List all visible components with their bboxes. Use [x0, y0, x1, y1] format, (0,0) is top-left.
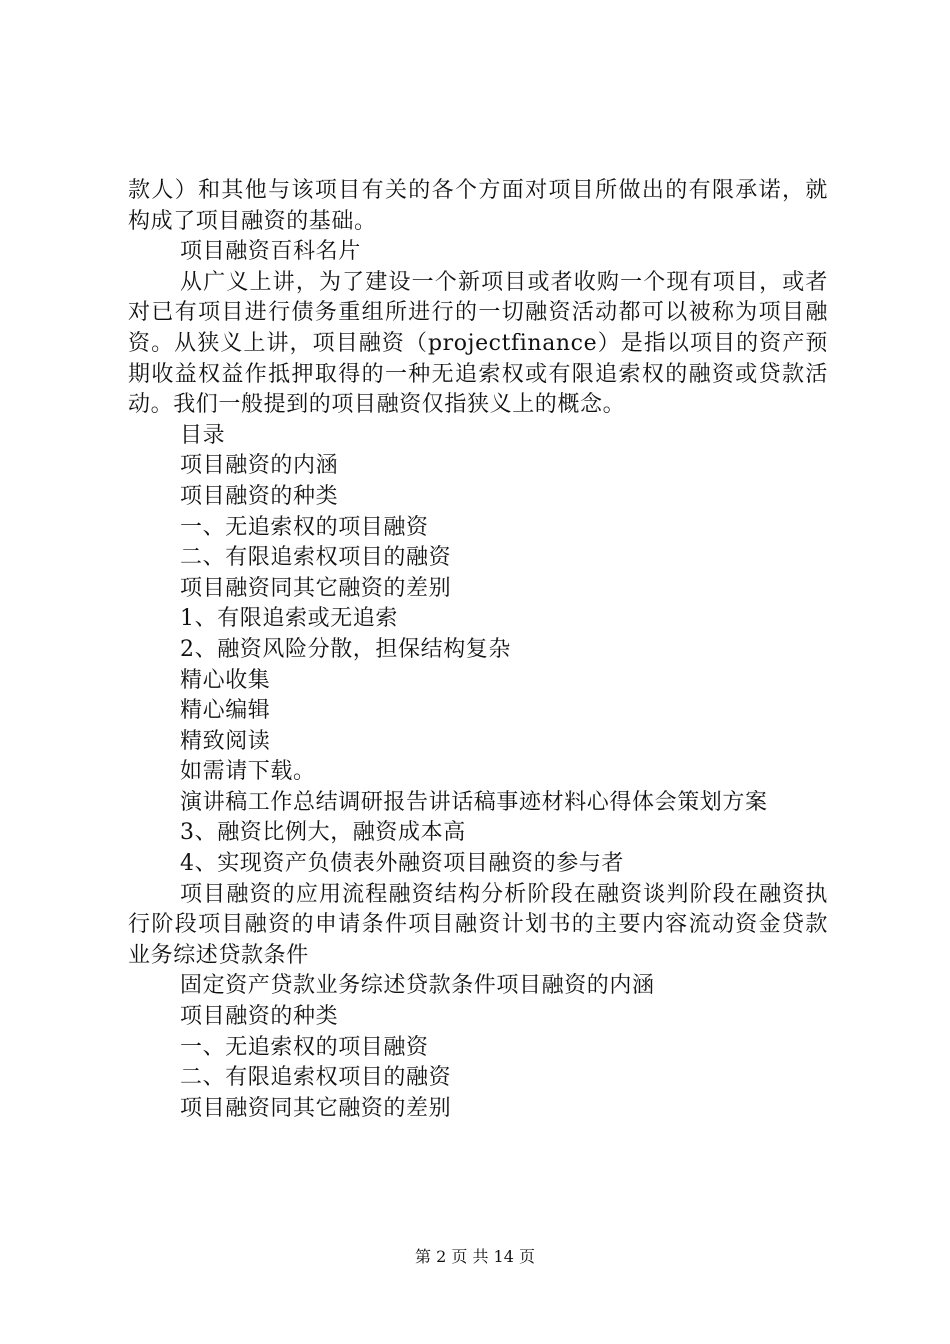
paragraph: 精心编辑	[180, 698, 271, 724]
paragraph: 精心收集	[180, 667, 271, 693]
toc-item: 3、融资比例大，融资成本高	[180, 820, 466, 846]
paragraph: 从广义上讲，为了建设一个新项目或者收购一个现有项目，或者对已有项目进行债务重组所进行的一切融资活动都可以被称为项目融资。从狭义上讲，项目融资（projectfinance）是指以项目的资产预期收益权益作抵押取得的一种无追索权或有限追索权的融资或贷款活动。我们一般提到的项目融资仅指狭义上的概念。	[128, 269, 828, 418]
paragraph: 演讲稿工作总结调研报告讲话稿事迹材料心得体会策划方案	[180, 789, 768, 815]
toc-item: 项目融资的内涵	[180, 453, 339, 479]
paragraph: 款人）和其他与该项目有关的各个方面对项目所做出的有限承诺，就构成了项目融资的基础。	[128, 178, 828, 234]
toc-heading: 目录	[180, 422, 226, 448]
toc-item: 项目融资的种类	[180, 1004, 339, 1030]
document-body	[128, 176, 828, 1124]
paragraph: 如需请下载。	[180, 759, 316, 785]
paragraph: 固定资产贷款业务综述贷款条件项目融资的内涵	[180, 973, 655, 999]
toc-item: 项目融资的种类	[180, 483, 339, 509]
toc-item: 一、无追索权的项目融资	[180, 1034, 429, 1060]
paragraph: 项目融资的应用流程融资结构分析阶段在融资谈判阶段在融资执行阶段项目融资的申请条件项目融资计划书的主要内容流动资金贷款业务综述贷款条件	[128, 881, 828, 968]
toc-item: 一、无追索权的项目融资	[180, 514, 429, 540]
toc-item: 2、融资风险分散，担保结构复杂	[180, 636, 511, 662]
toc-item: 二、有限追索权项目的融资	[180, 545, 452, 571]
toc-item: 二、有限追索权项目的融资	[180, 1065, 452, 1091]
toc-item: 4、实现资产负债表外融资项目融资的参与者	[180, 851, 624, 877]
paragraph: 项目融资百科名片	[180, 239, 361, 265]
toc-item: 1、有限追索或无追索	[180, 606, 398, 632]
toc-item: 项目融资同其它融资的差别	[180, 575, 452, 601]
page-number-footer: 第 2 页 共 14 页	[415, 1247, 535, 1266]
paragraph: 精致阅读	[180, 728, 271, 754]
toc-item: 项目融资同其它融资的差别	[180, 1095, 452, 1121]
